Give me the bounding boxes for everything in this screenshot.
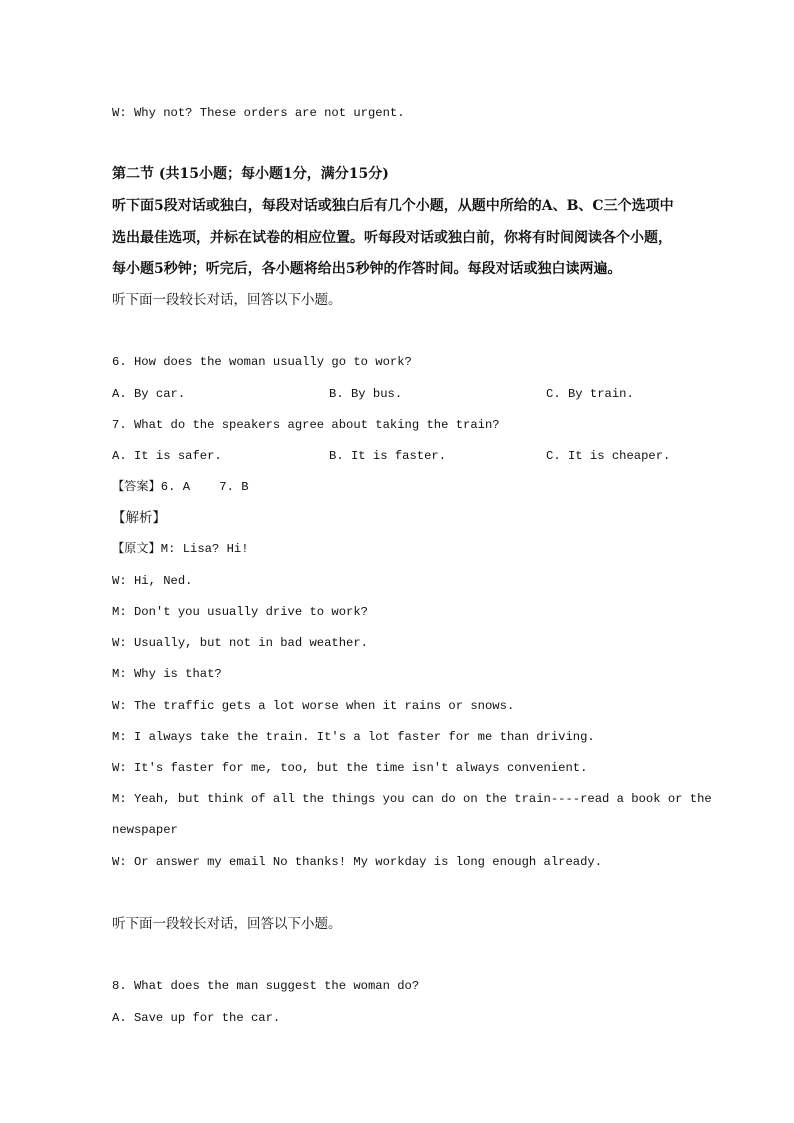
instruction-line-1: 听下面5段对话或独白，每段对话或独白后有几个小题，从题中所给的A、B、C三个选项中: [112, 198, 674, 214]
transcript-line: W: Hi, Ned.: [112, 574, 193, 588]
question-6: 6. How does the woman usually go to work?: [112, 355, 412, 369]
transcript-line: M: Yeah, but think of all the things you can do on the train----read a book or the: [112, 792, 712, 806]
listen-prompt: 听下面一段较长对话，回答以下小题。: [112, 916, 342, 932]
transcript-line: M: Why is that?: [112, 667, 222, 681]
transcript-line: M: Don't you usually drive to work?: [112, 605, 368, 619]
answer-key: 【答案】6. A 7. B: [112, 480, 249, 494]
analysis-heading: 【解析】: [112, 510, 166, 526]
question-8-option-a: A. Save up for the car.: [112, 1011, 281, 1025]
listen-prompt: 听下面一段较长对话，回答以下小题。: [112, 292, 342, 308]
question-7-options: [112, 447, 712, 465]
transcript-line: W: It's faster for me, too, but the time isn't always convenient.: [112, 761, 588, 775]
transcript-line: W: The traffic gets a lot worse when it rains or snows.: [112, 699, 515, 713]
question-7: 7. What do the speakers agree about taking the train?: [112, 418, 500, 432]
transcript-line: M: I always take the train. It's a lot faster for me than driving.: [112, 730, 595, 744]
option-a: A. By car.: [112, 387, 186, 401]
option-a: A. It is safer.: [112, 449, 222, 463]
option-b: B. It is faster.: [329, 449, 447, 463]
question-6-options: [112, 385, 712, 403]
instruction-line-2: 选出最佳选项，并标在试卷的相应位置。听每段对话或独白前，你将有时间阅读各个小题，: [112, 230, 672, 246]
section-title: 第二节 (共15小题；每小题1分，满分15分): [112, 166, 389, 182]
question-8: 8. What does the man suggest the woman do?: [112, 979, 420, 993]
transcript-line: W: Or answer my email No thanks! My workday is long enough already.: [112, 855, 603, 869]
transcript-line: 【原文】M: Lisa? Hi!: [112, 542, 249, 556]
option-c: C. By train.: [546, 387, 634, 401]
previous-dialogue-line: W: Why not? These orders are not urgent.: [112, 106, 405, 120]
transcript-line: W: Usually, but not in bad weather.: [112, 636, 368, 650]
instruction-line-3: 每小题5秒钟；听完后，各小题将给出5秒钟的作答时间。每段对话或独白读两遍。: [112, 261, 622, 277]
option-c: C. It is cheaper.: [546, 449, 671, 463]
transcript-line: newspaper: [112, 823, 178, 837]
option-b: B. By bus.: [329, 387, 403, 401]
